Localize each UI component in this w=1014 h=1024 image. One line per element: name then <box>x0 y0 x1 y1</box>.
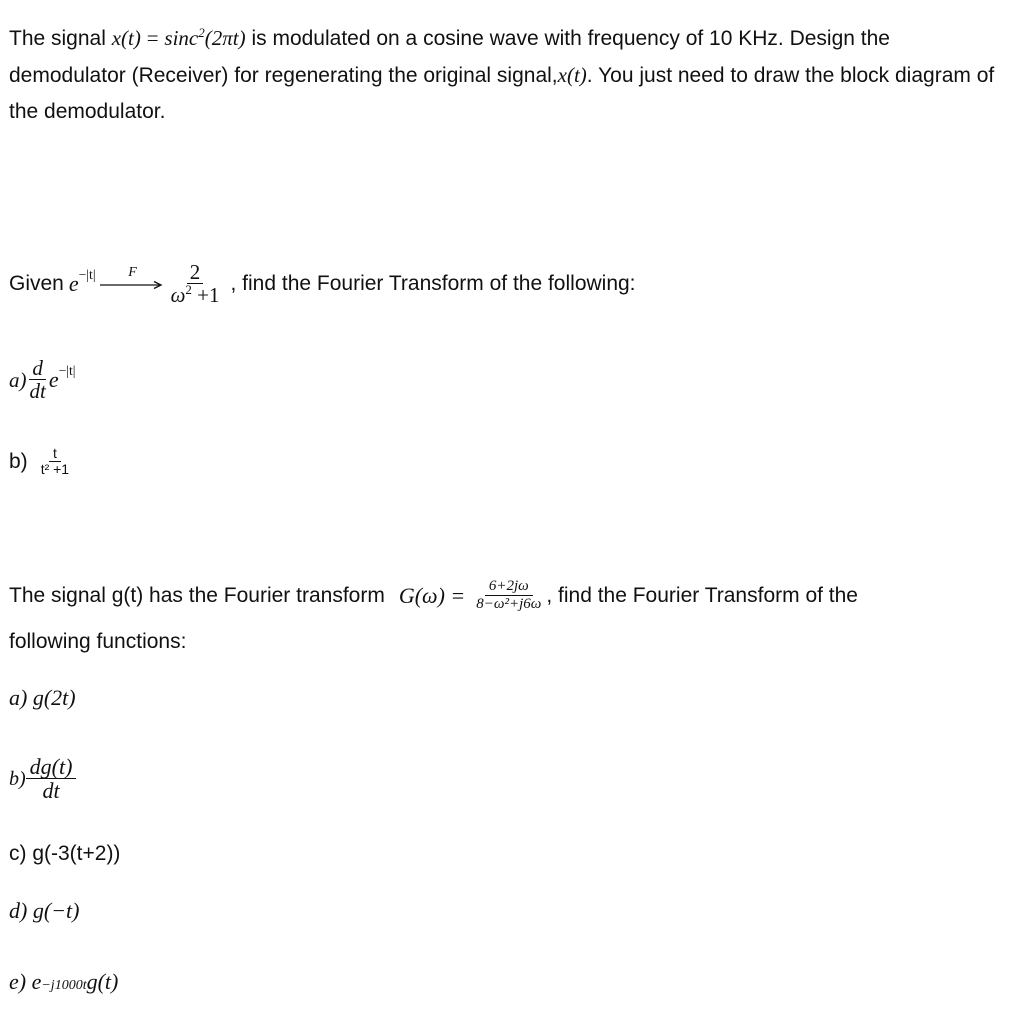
q3-text-3: following functions: <box>9 630 187 653</box>
q2-a-label: a) <box>9 368 27 392</box>
q2-a-exponential <box>49 362 76 398</box>
q3-text-2: , find the Fourier Transform of the <box>546 584 858 607</box>
q3-fraction-numerator: 6+2jω <box>485 579 533 596</box>
q3-transform-fraction <box>473 579 544 612</box>
q2-b-denominator: t² +1 <box>40 461 70 478</box>
question-2-part-b <box>9 440 72 484</box>
question-1-text <box>9 20 1009 130</box>
q2-e-exponent: −|t| <box>78 266 96 282</box>
q1-sinc-label: sinc <box>164 26 199 50</box>
q3-part-b <box>9 748 76 810</box>
q1-text-1: The signal <box>9 27 106 50</box>
q1-sinc-arg: (2πt) <box>204 26 246 50</box>
question-2-given <box>9 258 636 310</box>
q2-a-numerator: d <box>29 357 46 380</box>
q2-fraction-denominator <box>168 281 223 307</box>
q3-part-a: a) g(2t) <box>9 685 76 710</box>
q1-math-xt-2: x(t) <box>557 63 587 87</box>
q2-given-label: Given <box>9 272 64 295</box>
q2-denominator-tail: +1 <box>191 282 220 307</box>
q2-a-derivative <box>27 357 49 403</box>
q2-b-label: b) <box>9 450 28 473</box>
q1-math-xt: x(t) <box>111 26 141 50</box>
question-3-header <box>9 570 858 622</box>
q3-part-e: e) e $^{-j1000t}$ g(t) <box>9 956 118 1000</box>
q2-omega-power: 2 <box>185 281 192 297</box>
question-2-part-a <box>9 352 76 408</box>
q1-math-sinc <box>164 26 245 50</box>
q2-a-denominator: dt <box>29 378 46 403</box>
q3-e-label: e) e <box>9 969 42 994</box>
q3-b-derivative <box>26 755 77 803</box>
q3-part-c: c) g(-3(t+2)) <box>9 842 121 865</box>
q3-part-d: d) g(−t) <box>9 898 80 923</box>
q3-text-1: The signal g(t) has the Fourier transform <box>9 584 385 607</box>
q2-a-e-base: e <box>48 367 59 392</box>
q1-sinc-power: 2 <box>198 25 205 40</box>
q1-text-3: . You just need to draw the block diagram of the demodulator. <box>9 64 995 123</box>
q3-b-label: b) <box>9 768 26 790</box>
q2-fraction-numerator: 2 <box>187 261 204 284</box>
fourier-arrow-label: F <box>128 265 137 280</box>
q3-b-numerator: dg(t) <box>26 755 77 779</box>
fourier-arrow <box>100 266 166 290</box>
q1-text-2: is modulated on a cosine wave with frequency of 10 KHz. Design the demodulator (Receiver) for regenerating the original signal, <box>9 27 890 87</box>
q2-transform-fraction <box>168 261 223 307</box>
q2-e-base: e <box>68 271 79 296</box>
right-arrow-icon <box>100 280 166 290</box>
q2-omega: ω <box>170 282 186 307</box>
q2-math-e <box>69 266 96 302</box>
q2-b-fraction <box>38 446 72 477</box>
q2-b-numerator: t <box>49 446 61 462</box>
q3-b-denominator: dt <box>42 777 60 803</box>
q1-equals: = <box>146 26 159 50</box>
q2-a-e-exponent: −|t| <box>58 362 76 378</box>
q2-rest-text: , find the Fourier Transform of the following: <box>230 272 636 295</box>
q3-math-G: G(ω) = <box>398 583 466 608</box>
q3-e-tail: g(t) <box>86 969 119 994</box>
q3-fraction-denominator: 8−ω²+j6ω <box>476 596 542 613</box>
